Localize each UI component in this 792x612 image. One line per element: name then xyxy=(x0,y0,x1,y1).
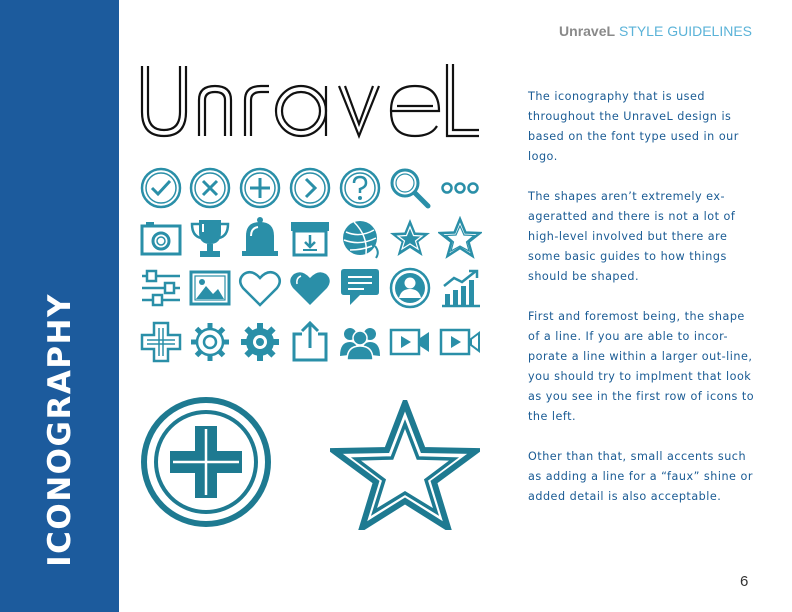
gear-outline-icon xyxy=(188,320,232,364)
trophy-icon xyxy=(188,216,232,260)
more-dots-icon xyxy=(438,166,482,210)
header-brand: UnraveL xyxy=(559,23,616,39)
paragraph-intro: The iconography that is used throughout the UnraveL design is based on the font type used in our logo. xyxy=(528,90,739,163)
users-group-icon xyxy=(338,320,382,364)
unravel-logo xyxy=(137,60,482,142)
bell-icon xyxy=(238,216,282,260)
image-icon xyxy=(188,266,232,310)
yarn-ball-icon xyxy=(338,216,382,260)
star-outline-icon xyxy=(438,216,482,260)
star-filled-icon xyxy=(388,216,432,260)
chevron-right-circle-icon xyxy=(288,166,332,210)
search-icon xyxy=(388,166,432,210)
question-circle-icon xyxy=(338,166,382,210)
large-plus-circle-icon xyxy=(140,396,272,528)
paragraph-shapes: The shapes aren’t extremely ex-ageratted and there is not a lot of high-level involved but there are some basic guides to how things should be shaped. xyxy=(528,190,736,283)
video-camera-outline-icon xyxy=(438,320,482,364)
archive-box-icon xyxy=(288,216,332,260)
bar-chart-icon xyxy=(438,266,482,310)
share-upload-icon xyxy=(288,320,332,364)
page-number: 6 xyxy=(740,573,749,590)
gear-filled-icon xyxy=(238,320,282,364)
user-avatar-icon xyxy=(388,266,432,310)
check-circle-icon xyxy=(139,166,183,210)
video-camera-icon xyxy=(388,320,432,364)
close-circle-icon xyxy=(188,166,232,210)
camera-icon xyxy=(139,216,183,260)
sliders-icon xyxy=(139,266,183,310)
paragraph-line: First and foremost being, the shape of a line. If you are able to incor-porate a line within a larger out-line, you should try to implment that look as you see in the first row of icons to the left. xyxy=(528,310,755,423)
sidebar-title: ICONOGRAPHY xyxy=(42,293,78,567)
paragraph-accents: Other than that, small accents such as adding a line for a “faux” shine or added detail is also acceptable. xyxy=(528,450,753,503)
heart-filled-icon xyxy=(288,266,332,310)
plus-circle-icon xyxy=(238,166,282,210)
body-text xyxy=(528,87,760,527)
large-star-icon xyxy=(330,400,480,530)
sidebar xyxy=(0,0,119,612)
header-subtitle: STYLE GUIDELINES xyxy=(618,23,752,39)
heart-outline-icon xyxy=(238,266,282,310)
cross-icon xyxy=(139,320,183,364)
chat-bubble-icon xyxy=(338,266,382,310)
page-header xyxy=(559,23,752,39)
